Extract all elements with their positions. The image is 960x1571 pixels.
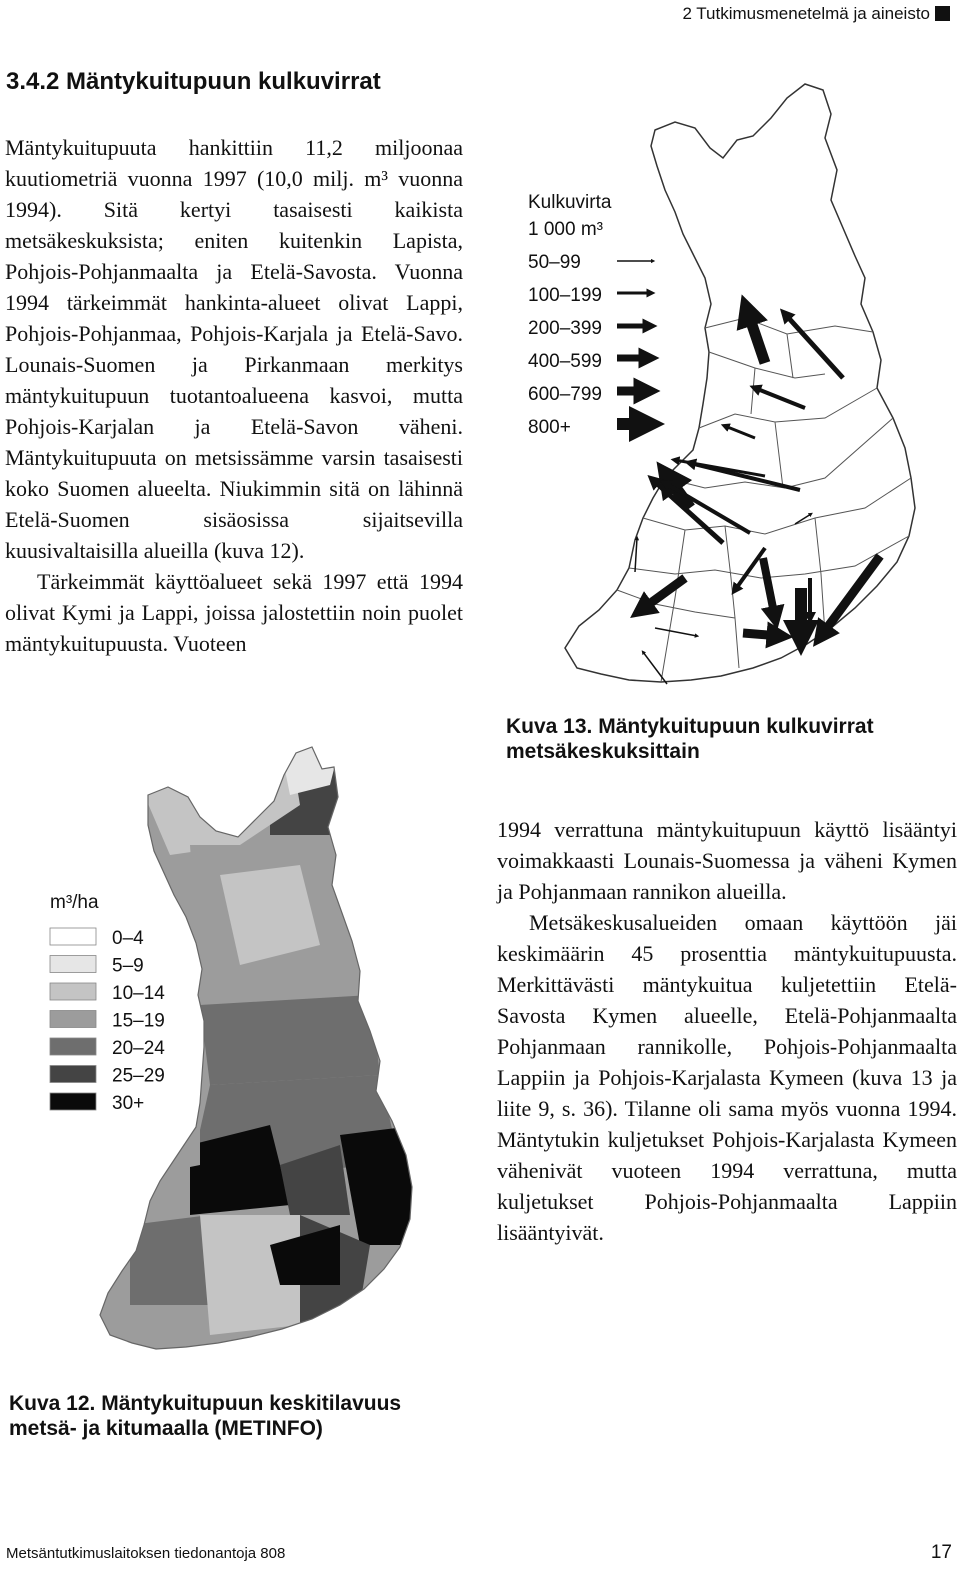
legend-class-2: 100–199 xyxy=(528,285,602,306)
running-head: 2 Tutkimusmenetelmä ja aineisto xyxy=(682,4,930,23)
flow-arrow xyxy=(743,633,780,636)
page-number: 17 xyxy=(930,1542,952,1563)
legend-class-label: 30+ xyxy=(112,1093,145,1114)
legend-swatch xyxy=(50,1011,96,1028)
section-title: 3.4.2 Mäntykuitupuun kulkuvirrat xyxy=(6,68,381,95)
paragraph: 1994 verrattuna mäntykuitupuun käyttö lisääntyi voimakkaasti Lounais-Suomessa ja väheni Kymen ja Pohjanmaan rannikon alueilla. xyxy=(497,817,957,904)
legend-class-6: 800+ xyxy=(528,417,571,438)
legend-unit: 1 000 m³ xyxy=(528,219,603,240)
figure-13-caption: Kuva 13. Mäntykuitupuun kulkuvirrat metsäkeskuksittain xyxy=(506,715,874,763)
legend-class-1: 50–99 xyxy=(528,252,581,273)
density-map-figure xyxy=(40,745,440,1375)
legend-class-label: 0–4 xyxy=(112,928,144,949)
legend-class-3: 200–399 xyxy=(528,318,602,339)
legend-class-label: 20–24 xyxy=(112,1038,165,1059)
legend-class-label: 5–9 xyxy=(112,955,144,977)
footer-series: Metsäntutkimuslaitoksen tiedonantoja 808 xyxy=(6,1545,286,1562)
legend-swatch xyxy=(50,928,96,945)
paragraph: Mäntykuitupuuta hankittiin 11,2 miljoonaa kuutiometriä vuonna 1997 (10,0 milj. m³ vuonna 1994). Sitä kertyi tasaisesti kaikista metsäkeskuksista; eniten kuitenkin Lapista, Pohjois-Pohjanmaalta ja Etelä-Savosta. Vuonna 1994 tärkeimmät hankinta-alueet olivat Lappi, Pohjois-Pohjanmaa, Pohjois-Karjala ja Etelä-Savo. Lounais-Suomen ja Pirkanmaan merkitys mäntykuitupuun tuotantoalueena kasvoi, mutta Pohjois-Karjalan ja Etelä-Savon väheni. Mäntykuitupuuta on metsissämme varsin tasaisesti koko Suomen alueelta. Niukimmin sitä on lähinnä Etelä-Suomen sisäosissa sijaitsevilla kuusivaltaisilla alueilla (kuva 12). xyxy=(5,135,463,563)
flow-legend xyxy=(528,192,653,438)
left-text-column xyxy=(5,132,463,659)
density-legend xyxy=(50,892,165,1114)
legend-swatch xyxy=(50,956,96,973)
black-square-icon xyxy=(935,6,950,21)
legend-swatch xyxy=(50,1093,96,1110)
finland-outline xyxy=(565,84,915,682)
legend-class-label: 15–19 xyxy=(112,1010,165,1032)
legend-class-label: 25–29 xyxy=(112,1065,165,1087)
legend-class-4: 400–599 xyxy=(528,351,602,372)
figure-12-caption: Kuva 12. Mäntykuitupuun keskitilavuus metsä- ja kitumaalla (METINFO) xyxy=(9,1392,402,1440)
legend-title: Kulkuvirta xyxy=(528,192,612,213)
flow-map-figure xyxy=(525,78,945,698)
legend-swatch xyxy=(50,1038,96,1055)
right-text-column xyxy=(497,814,957,1248)
legend-swatch xyxy=(50,1066,96,1083)
legend-class-5: 600–799 xyxy=(528,384,602,405)
paragraph: Metsäkeskusalueiden omaan käyttöön jäi keskimäärin 45 prosenttia mäntykuitupuusta. Merkittävästi mäntykuitua kuljetettiin Etelä-Savosta Kymen alueelle, Etelä-Pohjanmaalta Pohjanmaan rannikolle, Pohjois-Pohjanmaalta Lappiin ja Pohjois-Karjalasta Kymeen (kuva 13 ja liite 9, s. 36). Tilanne oli sama myös vuonna 1994. Mäntytukin kuljetukset Pohjois-Karjalasta Kymeen vähenivät vuoteen 1994 verrattuna, mutta kuljetukset Pohjois-Pohjanmaalta Lappiin lisääntyivät. xyxy=(497,910,957,1245)
paragraph: Tärkeimmät käyttöalueet sekä 1997 että 1994 olivat Kymi ja Lappi, joissa jalostettiin noin puolet mäntykuitupuusta. Vuoteen xyxy=(5,569,463,656)
legend-class-label: 10–14 xyxy=(112,983,165,1004)
legend-unit: m³/ha xyxy=(50,892,99,913)
legend-swatch xyxy=(50,983,96,1000)
